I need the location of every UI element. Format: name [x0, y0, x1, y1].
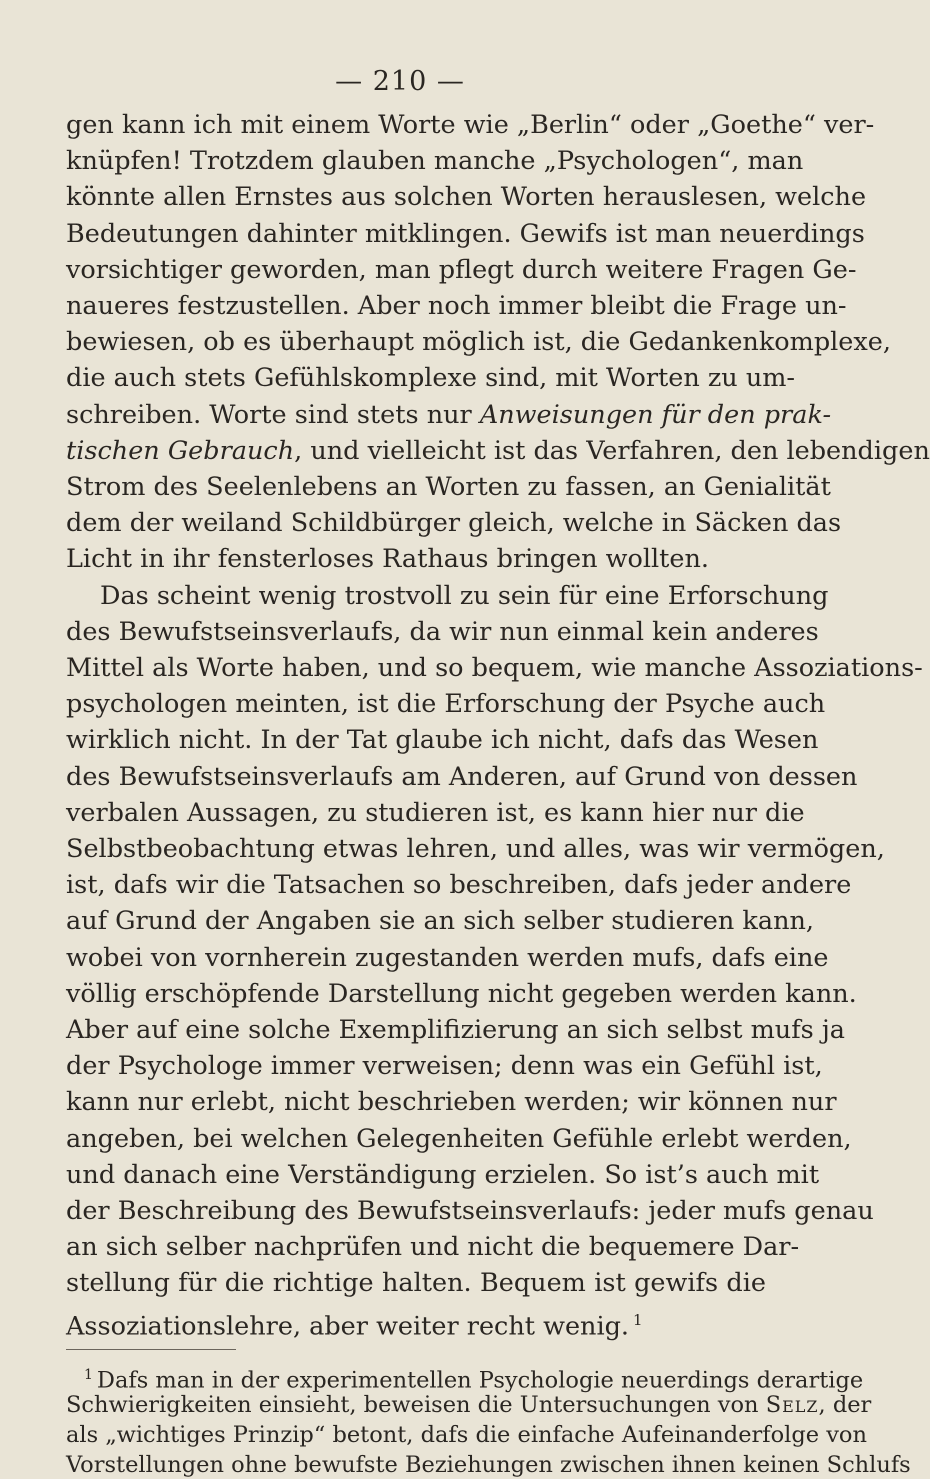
- text-line: vorsichtiger geworden, man pflegt durch weitere Fragen Ge-: [66, 254, 857, 285]
- footnote-line: [84, 1361, 864, 1395]
- text-line: psychologen meinten, ist die Erforschung der Psyche auch: [66, 689, 826, 720]
- text-line: wirklich nicht. In der Tat glaube ich nicht, dafs das Wesen: [66, 725, 819, 756]
- text-line: wobei von vornherein zugestanden werden mufs, dafs eine: [66, 942, 829, 973]
- text-segment: Schwierigkeiten einsieht, beweisen die Untersuchungen von: [66, 1391, 766, 1418]
- text-line: Selbstbeobachtung etwas lehren, und alles, was wir vermögen,: [66, 834, 885, 864]
- text-line: des Bewufstseinsverlaufs am Anderen, auf Grund von dessen: [66, 761, 858, 792]
- text-line: angeben, bei welchen Gelegenheiten Gefühle erlebt werden,: [66, 1123, 852, 1154]
- text-line: stellung für die richtige halten. Bequem ist gewifs die: [66, 1268, 766, 1299]
- text-line: knüpfen! Trotzdem glauben manche „Psychologen“, man: [66, 146, 804, 177]
- text-line: Das scheint wenig trostvoll zu sein für eine Erforschung: [100, 580, 829, 611]
- text-line: naueres festzustellen. Aber noch immer bleibt die Frage un-: [66, 291, 847, 321]
- italic-text: Anweisungen für den prak-: [479, 399, 832, 430]
- text-line: Bedeutungen dahinter mitklingen. Gewifs ist man neuerdings: [66, 218, 865, 249]
- text-line: dem der weiland Schildbürger gleich, welche in Säcken das: [66, 508, 842, 539]
- text-line: gen kann ich mit einem Worte wie „Berlin“ oder „Goethe“ ver-: [66, 110, 875, 140]
- text-line: und danach eine Verständigung erzielen. So ist’s auch mit: [66, 1159, 820, 1190]
- text-line: auf Grund der Angaben sie an sich selber studieren kann,: [66, 906, 815, 937]
- author-name: Selz: [765, 1391, 819, 1418]
- text-segment: Dafs man in der experimentellen Psychologie neuerdings derartige: [96, 1367, 864, 1394]
- text-line: der Beschreibung des Bewufstseinsverlaufs: jeder mufs genau: [66, 1196, 874, 1226]
- text-line: bewiesen, ob es überhaupt möglich ist, die Gedankenkomplexe,: [66, 327, 891, 358]
- text-segment: , und vielleicht ist das Verfahren, den lebendigen: [294, 435, 930, 466]
- text-segment: schreiben. Worte sind stets nur: [66, 399, 480, 430]
- text-segment: , der: [818, 1391, 872, 1418]
- text-line: Mittel als Worte haben, und so bequem, wie manche Assoziations-: [66, 653, 923, 683]
- text-line: völlig erschöpfende Darstellung nicht gegeben werden kann.: [66, 978, 857, 1009]
- text-line: Licht in ihr fensterloses Rathaus bringen wollten.: [66, 544, 710, 575]
- text-line: der Psychologe immer verweisen; denn was ein Gefühl ist,: [66, 1051, 823, 1082]
- footnote-line: Vorstellungen ohne bewufste Beziehungen zwischen ihnen keinen Schlufs: [66, 1451, 911, 1478]
- footnote-divider: [66, 1349, 236, 1350]
- text-line: des Bewufstseinsverlaufs, da wir nun einmal kein anderes: [66, 616, 819, 647]
- footnote-line: [66, 1391, 872, 1419]
- text-line: die auch stets Gefühlskomplexe sind, mit Worten zu um-: [66, 363, 796, 394]
- text-line: verbalen Aussagen, zu studieren ist, es kann hier nur die: [66, 797, 805, 828]
- italic-text: tischen Gebrauch: [66, 435, 295, 466]
- page-number-header: — 210 —: [335, 66, 465, 97]
- footnote-line: als „wichtiges Prinzip“ betont, dafs die einfache Aufeinanderfolge von: [66, 1421, 867, 1448]
- text-line: Strom des Seelenlebens an Worten zu fassen, an Genialität: [66, 472, 831, 502]
- footnote-marker: 1: [84, 1366, 93, 1383]
- text-line: an sich selber nachprüfen und nicht die bequemere Dar-: [66, 1232, 800, 1263]
- text-line: Aber auf eine solche Exemplifizierung an sich selbst mufs ja: [66, 1015, 845, 1045]
- text-line: könnte allen Ernstes aus solchen Worten herauslesen, welche: [66, 182, 867, 213]
- text-segment: Assoziationslehre, aber weiter recht wenig.: [66, 1311, 630, 1342]
- text-line: [66, 435, 930, 466]
- footnote-reference: 1: [633, 1310, 643, 1329]
- text-line: [66, 399, 832, 430]
- text-line: [66, 1305, 766, 1342]
- text-line: ist, dafs wir die Tatsachen so beschreiben, dafs jeder andere: [66, 870, 852, 901]
- text-line: kann nur erlebt, nicht beschrieben werden; wir können nur: [66, 1087, 837, 1118]
